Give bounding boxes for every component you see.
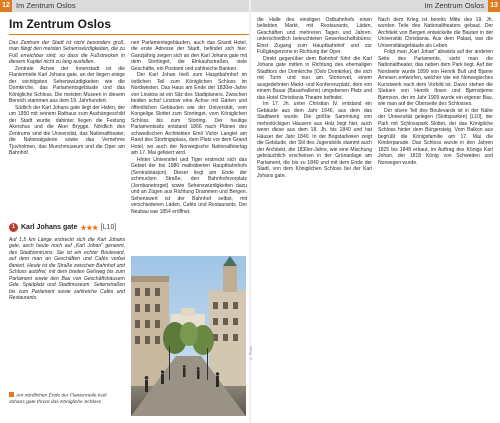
body-paragraph: Der obere Teil des Boulevards ist in der Nähe der Universität gelegen (Slottsparken) [L10], der Park mit Schlosspark Slottet, der das Königliche Schloss hinter dem Bürgersteig. Vom Balkon aus begrüßt die Königsfamilie am 17. Mai die Kinderparade. Das Schloss wurde in den Jahren 1825 bis 1848 erbaut, im Auftrag des Königs Karl Johan, der 1818 König von Schweden und Norwegen wurde. (378, 107, 493, 166)
left-page-number: 12 (0, 0, 12, 12)
photo-caption: Am nördlichen Ende der Flaniermeile Karl Johans gate thront das Königliche Schloss (9, 393, 107, 405)
body-paragraph: Nach dem Krieg ist bereits Mitte des 19. Jh. wurden Teile des Nationaltheaters gebaut. Der Architekt von Bergen entwickelte die Bauten in der Universität Christiania. Aus dem Palast, war die Universitätsgebäude als Leben. (378, 17, 493, 49)
body-paragraph: nen Parlamentsgebäuden, auch das Grand Hotel, die erste Adresse der Stadt, befindet sich hier. Ganzjährig zeigen sich an den Karl Johans gate mit dem Stortinget, die Einkaufsstraßen, viele Geschäfte, ein Postamt und zahlreiche Banken. (131, 40, 247, 72)
body-paragraph: Im 17. Jh. unter Christian IV. entstand ein Gebäude aus dem Jahr 1646, aus dem das Stadtwerk wurde. Die größte Sammlung von mehrstöckigen Häusern aus Holz liegt hier, auch wenn diese aus dem 18. Jh. bis 1840 und hat Häuser der Jahr 1840. In der Bogstadveien zeigt die Gebäude, der Stil des Jugendstils stammt auch der Architekt, die 1830er-Jahre, wie eine Mischung gebräuchlich erscheinen in der Grünanlage am Parlament, die bis zu 1840 und mit dem Ende der Stadt, von dem Königlichen Schloss bei der Karl Johans gate. (257, 101, 372, 179)
right-page-number: 13 (488, 0, 500, 12)
body-paragraph: Südlich der Karl Johans gate liegt der Hafen, der um 1950 mit seinem Rathaus zum Aushängeschild der Stadt wurde, dahinter liegen die Festung Akershus und die Aker Brygge. Nördlich des Zentrums sind die Universität, das Nationaltheater, die Nationalgalerie sowie das Vernehme Tjuvholmen, das Munchmuseum und die Oper am Bahnhof. (9, 104, 125, 157)
rating-stars: ★★★ (80, 224, 98, 232)
body-paragraph: Direkt gegenüber dem Bahnhof führt die Karl Johans gate mitten in Richtung des ehemaligen Stadttors der Domkirche (Oslo Domkirke), die sich mit Turm und nun am Stortorvet, einem ausgedehnten Markt- und Konferenzplatz, dem von einem Basar (Basarhallene) umgebenen Platz und das Hotel Christiania Theatre befindet. (257, 55, 372, 101)
body-paragraph: Auf 1,5 km Länge erstreckt sich die Karl Johans gate, auch heute noch auf „Karl Johan“ genannt, des Stadtzentrums. Sie ist ein echter Boulevard, auf dem man an Geschäften und Cafés vorbei flaniert. Heute ist die Straße zwischen Bahnhof und Schloss autofrei; mit dem breiten Gehweg bis zum Parlament sowie den Bau von Geschäftshäusern Gde. Spielplatz und Stadtmuseum. Seitenstraßen bis zum Parlament sowie zahlreiche Cafés und Restaurants. (9, 237, 125, 302)
sight-name: Karl Johans gate (21, 224, 78, 231)
column-3 (257, 17, 372, 420)
left-running-title: Im Zentrum Oslos (16, 1, 76, 10)
photo-credit: © Photo (249, 346, 253, 360)
body-paragraph: Zentrale Achse der Innenstadt ist die Flaniermeile Karl Johans gate, an der liegen einige der wichtigsten Sehenswürdigkeiten wie die Domkirche, das Parlamentsgebäude und das Königliche Schloss. Die meisten Museen in diesem Bereich stammen aus dem 19. Jahrhundert. (9, 65, 125, 105)
page-title: Im Zentrum Oslos (9, 17, 249, 35)
royal-palace-photo (131, 256, 246, 416)
body-paragraph: Der Karl Johan hieß zum Hauptbahnhof im östlichen Teil zum Königlichen Schloss im Nordwesten. Das Haus am Ende der 1830er-Jahre von Linstow ist ein Sitz des Stadtplaners. Zwischen beiden schuf Linstow eine Achse mit Gärten und öffentlichen Gebäuden wie der Universität, vom Kongelige Slottet zum Stortinget, vom Königlichen Schloss bis zum Storting. Der heutige Parlamentssitz entstand 1866 nach Plänen des schwedischen Architekten Emil Victor Langlet am Rand des Stortingsplass, dem Platz vor dem Grand Hotel, wo auch der Norwegische Nationalfeiertag am 17. Mai gefeiert wird. (131, 72, 247, 157)
sight-heading (9, 222, 125, 233)
body-paragraph: Hinter Universitet und Tiger erstreckt sich das Gebiet der bis 1980 malträtierten Hauptbahnhofs (Sentralstasjon). Dieser liegt am Ende der schmucken Straße, den Bahnhofsvorplatz (Jernbanetorget) sowie Sehenswürdigkeiten dazu und an Zügen aus Richtung Drammen und Bergen. Sehenswert ist der Bahnhof selbst, mit verschiedenen Läden, Cafés und Restaurants. Der Neubau war 1854 eröffnet. (131, 156, 247, 215)
column-2 (131, 40, 247, 252)
sight-number-badge: 1 (9, 223, 18, 232)
column-4 (378, 17, 493, 420)
intro-paragraph: Das Zentrum der Stadt ist nicht besonders groß, man fängt den meisten Sehenswürdigkeiten, die zu Fuß erreichbar sind, so dass die Fußstrecken in diesem Kapitel nicht zu lang ausfallen. (9, 40, 125, 66)
right-running-title: Im Zentrum Oslos (424, 1, 484, 10)
column-1-continued (9, 237, 125, 387)
column-1 (9, 40, 125, 220)
body-paragraph: die Halle des einstigen Ostbahnhofs einen beliebten Markt, mit Restaurants, Läden, Geschäften und mehreren Tagen und Jahren, unterschiedlich beleuchteten Gewerkschaftsbüros; Einst Zugang zum Hauptbahnhof und zur Fußgängerzone in Richtung der Oper. (257, 17, 372, 56)
body-paragraph: Folgt man „Karl Johan“ abwärts auf der anderen Seite des Parlaments, sieht man die Nationaltheater, das neben dem Park liegt. Auf der Nordseite wurde 1899 von Henrik Bull und Bjarne Arnesen entworfen, welcher wie ein Norwegisches Kunstwerk nach dem Vorbild ist. Davor stehen die Statuen von Henrik Ibsen und Bjørnstjerne Bjørnson, der im Jahr 1909 wurde ein eigener Bau, wie man auf der Oberseite des Schlosses. (378, 49, 493, 108)
caption-marker-icon (9, 392, 14, 397)
map-reference: [L10] (100, 224, 117, 231)
photo-illustration (131, 256, 246, 416)
right-page-header (251, 0, 500, 12)
left-page-header (0, 0, 249, 12)
